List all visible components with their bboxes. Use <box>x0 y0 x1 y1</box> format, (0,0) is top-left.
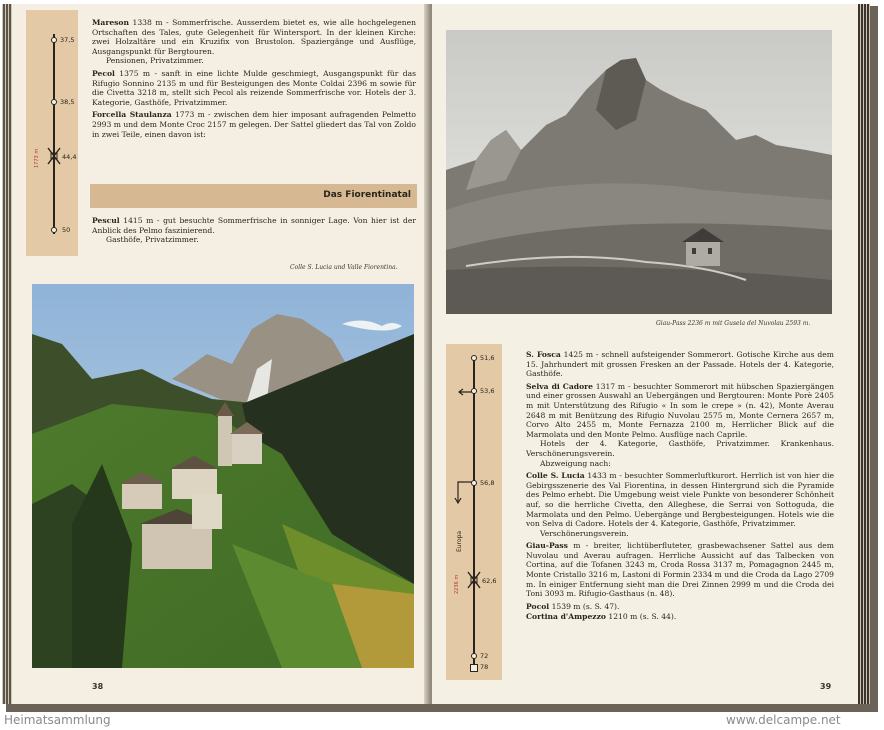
route-stop <box>471 388 477 394</box>
right-text <box>526 350 834 625</box>
entry-mareson: Mareson 1338 m - Sommerfrische. Ausserdem bietet es, wie alle hochgelegenen Ortschaften des Tales, gute Gelegenheit für Wintersport. In der kleinen Kirche: zwei Holzaltäre und ein Kruzifix von Brustolon. Spaziergänge und Ausflüge, Ausgangspunkt für Bergtouren. Pensionen, Privatzimmer. <box>92 18 416 66</box>
route-line <box>473 358 475 668</box>
route-stop <box>471 480 477 486</box>
route-stop <box>471 355 477 361</box>
entry-cortina: Cortina d'Ampezzo 1210 m (s. S. 44). <box>526 612 677 622</box>
route-line <box>53 34 55 234</box>
route-stop <box>471 653 477 659</box>
route-km: 50 <box>62 226 71 234</box>
entry-pecol: Pecol 1375 m - sanft in eine lichte Mulde geschmiegt, Ausgangspunkt für das Rifugio Sonnino 2135 m und für Besteigungen des Monte Coldai 2396 m sowie für die Civetta 3218 m, stellt sich Pecol als reizende Sommerfrische vor. Hotels der 3. Kategorie, Gasthöfe, Privatzimmer. <box>92 68 416 107</box>
route-km: 51,6 <box>480 354 495 362</box>
page-number: 38 <box>92 682 104 691</box>
left-page <box>12 4 430 704</box>
entry-selva-di-cadore: Selva di Cadore 1317 m - besuchter Sommerort mit hübschen Spaziergängen und einer grossen Auswahl an Uebergängen und Bergtouren: Monte Porè 2405 m mit Unterstützung des Rifugio « In som le crepe » (n. 42), Monte Averau 2648 m mit Benützung des Rifugio Nuvolau 2575 m, Monte Cernera 2657 m, Corvo Alto 2455 m, Monte Fernazza 2100 m, Herrlicher Blick auf die Marmolata und den Monte Pelmo. Ausflüge nach Caprile. Hotels der 4. Kategorie, Gasthöfe, Privatzimmer. Krankenhaus. Verschönerungsverein. Abzweigung nach: <box>526 381 834 468</box>
route-km: 72 <box>480 652 489 660</box>
watermark-right: www.delcampe.net <box>726 713 841 727</box>
section-title: Das Fiorentinatal <box>90 184 417 208</box>
page-number: 39 <box>820 682 832 691</box>
route-km: 38,5 <box>60 98 75 106</box>
watermark-left: Heimatsammlung <box>4 713 111 727</box>
entry-pescul: Pescul 1415 m - gut besuchte Sommerfrische in sonniger Lage. Von hier ist der Anblick des Pelmo faszinierend. Gasthöfe, Privatzimmer. <box>92 216 416 245</box>
photo-colle-s-lucia <box>32 284 414 668</box>
route-km: 44,4 <box>62 153 77 161</box>
entry-s-fosca: S. Fosca 1425 m - schnell aufsteigender Sommerort. Gotische Kirche aus dem 15. Jahrhundert mit grossen Fresken an der Passade. Hotels der 4. Kategorie, Gasthöfe. <box>526 350 834 379</box>
photo-caption: Giau-Pass 2236 m mit Gusela del Nuvolau 2593 m. <box>656 320 811 327</box>
pass-icon <box>46 146 62 166</box>
route-km: 56,8 <box>480 479 495 487</box>
left-text-top <box>92 18 416 142</box>
pass-altitude-label: 1773 m <box>34 148 40 168</box>
entry-pocol: Pocol 1539 m (s. S. 47). <box>526 601 620 611</box>
route-stop <box>51 37 57 43</box>
entry-staulanza: Forcella Staulanza 1773 m - zwischen dem hier imposant aufragenden Pelmetto 2993 m und dem Monte Croc 2157 m gelegen. Der Sattel gliedert das Tal von Zoldo in zwei Teile, einen davon ist: <box>92 110 416 139</box>
entry-giau-pass: Giau-Pass m - breiter, lichtüberfluteter, grasbewachsener Sattel aus dem Nuvolau und Averau aufragen. Herrliche Aussicht auf das Talbecken von Cortina, auf die Tofanen 3243 m, Croda Rossa 3137 m, Pomagagnon 2445 m, Monte Cristallo 3216 m, Lastoni di Formin 2334 m und die Croda da Lago 2709 m. In einiger Entfernung sieht man die Drei Zinnen 2999 m und die Croda dei Toni 3093 m. Rifugio-Gasthaus (n. 48). <box>526 541 834 599</box>
route-km: 62,6 <box>482 577 497 585</box>
route-end-marker <box>470 664 478 672</box>
photo-caption: Colle S. Lucia und Valle Fiorentina. <box>290 264 398 271</box>
photo-giau-pass <box>446 30 832 314</box>
right-page <box>432 4 858 704</box>
route-km: 37,5 <box>60 36 75 44</box>
side-road-label: Europa <box>456 530 463 552</box>
page-edges-right <box>858 4 870 704</box>
route-stop <box>51 99 57 105</box>
pass-icon <box>466 570 482 590</box>
page-edges-left <box>2 4 12 704</box>
route-stop <box>51 227 57 233</box>
route-km: 78 <box>480 663 489 671</box>
route-strip <box>26 10 78 256</box>
route-km: 53,6 <box>480 387 495 395</box>
entry-colle-s-lucia: Colle S. Lucia 1433 m - besuchter Sommerluftkurort. Herrlich ist von hier die Gebirgsszenerie des Val Fiorentina, in dessen Hintergrund sich die Pyramide des Pelmo erhebt. Die Umgebung weist viele Punkte von besonderer Schönheit auf, so die herrliche Civetta, den Alleghese, die Serrai von Sottoguda, die Marmolata und den Pelmo. Uebergänge und Bergbesteigungen. Hotels wie die von Selva di Cadore. Hotels der 4. Kategorie, Gasthöfe, Privatzimmer. Verschönerungsverein. <box>526 471 834 538</box>
pass-altitude-label: 2236 m <box>454 574 460 594</box>
